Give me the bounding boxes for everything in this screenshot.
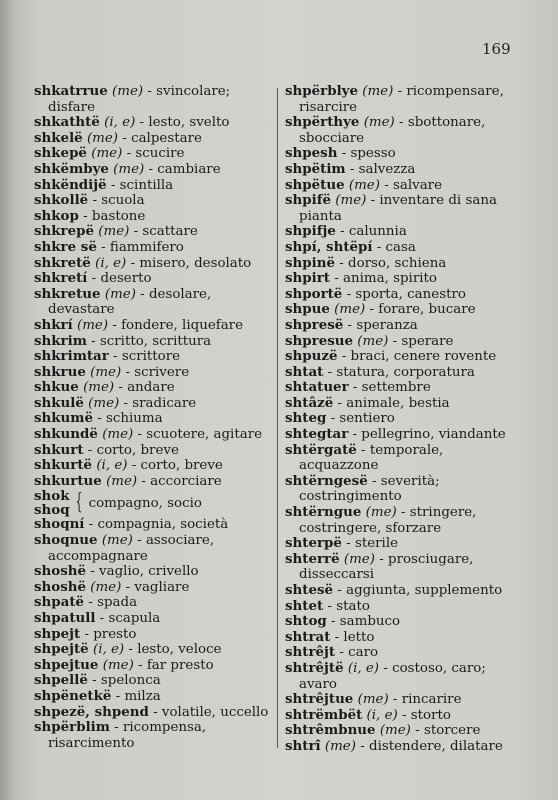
entry-grammar: (me) bbox=[101, 533, 133, 549]
entry-definition: - rincarire bbox=[388, 692, 462, 708]
entry-grammar: (i, e) bbox=[96, 458, 128, 474]
dictionary-entry bbox=[285, 552, 525, 583]
dictionary-entry bbox=[285, 224, 525, 240]
entry-headword: shkëmbye bbox=[34, 160, 109, 177]
entry-grammar: (i, e) bbox=[95, 255, 127, 271]
dictionary-entry bbox=[285, 349, 525, 365]
dictionary-entry bbox=[34, 84, 272, 115]
entry-grammar: (me) bbox=[365, 505, 397, 521]
entry-grammar: (me) bbox=[335, 193, 367, 209]
entry-grammar: (me) bbox=[334, 302, 366, 318]
entry-grammar: (me) bbox=[343, 551, 375, 567]
entry-grammar: (me) bbox=[362, 84, 394, 99]
entry-definition: - fondere, liquefare bbox=[108, 317, 244, 333]
dictionary-entry bbox=[34, 580, 272, 596]
entry-grammar: (me) bbox=[104, 286, 136, 302]
entry-grammar: (me) bbox=[83, 380, 115, 396]
entry-definition: - storcere bbox=[410, 723, 481, 739]
entry-headword: shpëtim bbox=[285, 160, 346, 177]
dictionary-entry bbox=[34, 193, 272, 209]
dictionary-entry bbox=[34, 533, 272, 564]
dictionary-entry bbox=[34, 443, 272, 459]
entry-grammar: (me) bbox=[76, 317, 109, 333]
entry-headword: shtrêmbnue bbox=[285, 722, 376, 739]
entry-headword: shkrue bbox=[34, 363, 86, 380]
dictionary-entry bbox=[34, 349, 272, 365]
entry-headword: shtrêjtue bbox=[285, 691, 354, 708]
entry-definition: - presto bbox=[80, 626, 137, 642]
entry-headword: shpejtue bbox=[34, 656, 99, 673]
entry-headword: shkurt bbox=[34, 441, 84, 458]
dictionary-entry bbox=[285, 146, 525, 162]
entry-headword: shpejtë bbox=[34, 641, 89, 658]
entry-headword: shkëndijë bbox=[34, 176, 107, 193]
entry-definition: - misero, desolato bbox=[126, 255, 252, 271]
dictionary-entry bbox=[34, 642, 272, 658]
entry-headword: shtërgatë bbox=[285, 441, 357, 458]
dictionary-entry bbox=[34, 689, 272, 705]
entry-headword: shpuzë bbox=[285, 348, 338, 365]
entry-headword: shtërngue bbox=[285, 504, 362, 521]
entry-definition: - far presto bbox=[133, 657, 214, 673]
entry-grammar: (me) bbox=[113, 161, 145, 177]
entry-definition: - andare bbox=[114, 380, 175, 396]
dictionary-entry bbox=[34, 224, 272, 240]
entry-definition: compagno, socio bbox=[88, 495, 202, 511]
entry-grammar: (me) bbox=[348, 177, 380, 193]
entry-definition: - spada bbox=[84, 595, 138, 611]
entry-headword: shkretí bbox=[34, 270, 88, 287]
dictionary-entry bbox=[34, 162, 272, 178]
entry-grammar: (me) bbox=[90, 579, 122, 595]
entry-grammar: (me) bbox=[379, 723, 411, 739]
dictionary-entry bbox=[285, 162, 525, 178]
entry-grammar: (i, e) bbox=[366, 707, 398, 723]
entry-headword: shoqnue bbox=[34, 532, 98, 549]
entry-definition: - forare, bucare bbox=[365, 302, 476, 318]
entry-headword: shpresë bbox=[285, 316, 344, 333]
dictionary-entry bbox=[34, 658, 272, 674]
entry-headword: shtegtar bbox=[285, 426, 349, 443]
dictionary-entry bbox=[285, 614, 525, 630]
entry-grammar: (me) bbox=[357, 692, 389, 708]
dictionary-entry bbox=[285, 474, 525, 505]
dictionary-entry bbox=[285, 365, 525, 381]
entry-definition: - corto, breve bbox=[127, 458, 223, 474]
entry-grammar: (me) bbox=[363, 115, 395, 131]
entry-headword: shpëtue bbox=[285, 176, 345, 193]
entry-definition: - pellegrino, viandante bbox=[348, 427, 506, 443]
entry-definition: - scuotere, agitare bbox=[133, 427, 263, 443]
entry-definition: - sterile bbox=[341, 536, 399, 552]
left-column bbox=[34, 84, 272, 751]
entry-grammar: (i, e) bbox=[92, 642, 125, 658]
entry-definition: - sradicare bbox=[119, 395, 197, 411]
grouped-headwords bbox=[34, 489, 70, 517]
entry-headword: shkop bbox=[34, 207, 79, 224]
entry-definition: - severità; costringimento bbox=[299, 473, 440, 505]
entry-headword: shpërblim bbox=[34, 719, 110, 736]
entry-headword: shkepë bbox=[34, 145, 87, 162]
dictionary-entry bbox=[34, 287, 272, 318]
entry-definition: - accorciare bbox=[137, 473, 222, 489]
dictionary-entry bbox=[34, 705, 272, 721]
dictionary-entry bbox=[285, 287, 525, 303]
entry-definition: - deserto bbox=[87, 271, 152, 287]
entry-headword: shpifë bbox=[285, 192, 332, 209]
entry-definition: - costoso, caro; avaro bbox=[299, 660, 486, 692]
dictionary-entry bbox=[285, 692, 525, 708]
entry-definition: - inventare di sana pianta bbox=[299, 193, 497, 224]
entry-grammar: (me) bbox=[88, 395, 120, 411]
entry-grammar: (me) bbox=[112, 84, 144, 99]
entry-definition: - corto, breve bbox=[83, 442, 179, 458]
entry-definition: - cambiare bbox=[144, 161, 221, 177]
entry-definition: - distendere, dilatare bbox=[355, 738, 503, 754]
entry-grammar: (me) bbox=[357, 333, 389, 349]
entry-headword: shkurtue bbox=[34, 472, 102, 489]
entry-headword: shpí, shtëpí bbox=[285, 238, 373, 255]
entry-definition: - spesso bbox=[337, 146, 396, 162]
entry-grammar: (i, e) bbox=[347, 660, 380, 676]
dictionary-entry bbox=[285, 536, 525, 552]
dictionary-entry bbox=[285, 334, 525, 350]
entry-headword: shtrêjt bbox=[285, 644, 336, 661]
dictionary-entry bbox=[285, 380, 525, 396]
entry-definition: - fiammifero bbox=[96, 239, 184, 255]
entry-headword: shportë bbox=[285, 285, 343, 302]
entry-grammar: (me) bbox=[98, 224, 130, 240]
entry-definition: - ricompensa, risarcimento bbox=[48, 720, 207, 751]
right-column bbox=[285, 84, 525, 755]
entry-headword: shtrat bbox=[285, 628, 331, 645]
dictionary-entry bbox=[34, 673, 272, 689]
dictionary-entry bbox=[285, 302, 525, 318]
dictionary-entry bbox=[34, 564, 272, 580]
entry-headword: shpesh bbox=[285, 145, 338, 162]
dictionary-entry bbox=[285, 708, 525, 724]
entry-definition: - compagnia, società bbox=[84, 517, 229, 533]
dictionary-entry bbox=[285, 739, 525, 755]
entry-definition: - stringere, costringere, sforzare bbox=[299, 505, 477, 536]
entry-grammar: (me) bbox=[102, 427, 134, 443]
entry-headword: shtrêjtë bbox=[285, 659, 344, 676]
entry-headword: shpinë bbox=[285, 254, 335, 271]
entry-definition: - scucire bbox=[122, 146, 185, 162]
entry-definition: - schiuma bbox=[92, 411, 163, 427]
dictionary-entry bbox=[34, 365, 272, 381]
entry-headword: shkulë bbox=[34, 394, 84, 411]
dictionary-entry bbox=[285, 396, 525, 412]
entry-headword: shkumë bbox=[34, 410, 93, 427]
entry-definition: - milza bbox=[111, 688, 161, 704]
entry-headword: shoshë bbox=[34, 578, 86, 595]
dictionary-entry bbox=[285, 256, 525, 272]
entry-headword: shpatë bbox=[34, 594, 85, 611]
entry-definition: - animale, bestia bbox=[333, 395, 450, 411]
entry-grammar: (me) bbox=[324, 738, 356, 754]
dictionary-entry bbox=[285, 443, 525, 474]
entry-definition: - storto bbox=[397, 707, 451, 723]
dictionary-entry bbox=[285, 661, 525, 692]
entry-headword: shpejt bbox=[34, 625, 81, 642]
entry-headword: shterpë bbox=[285, 535, 342, 552]
dictionary-entry bbox=[34, 271, 272, 287]
dictionary-entry bbox=[34, 334, 272, 350]
entry-definition: - scapula bbox=[95, 611, 161, 626]
entry-definition: - lesto, veloce bbox=[124, 642, 222, 658]
entry-definition: - dorso, schiena bbox=[334, 255, 447, 271]
entry-headword: shok bbox=[34, 488, 70, 505]
entry-definition: - braci, cenere rovente bbox=[337, 349, 497, 365]
dictionary-entry bbox=[34, 318, 272, 334]
entry-definition: - scintilla bbox=[106, 177, 174, 193]
dictionary-entry bbox=[34, 380, 272, 396]
column-divider bbox=[277, 88, 278, 748]
entry-definition: - salvezza bbox=[345, 161, 416, 177]
entry-definition: - lesto, svelto bbox=[135, 115, 230, 131]
entry-headword: shkelë bbox=[34, 129, 83, 146]
brace-glyph: { bbox=[75, 490, 83, 516]
dictionary-entry bbox=[285, 84, 525, 115]
entry-headword: shkatrrue bbox=[34, 83, 108, 99]
dictionary-entry bbox=[285, 193, 525, 224]
entry-headword: shtrî bbox=[285, 737, 321, 754]
entry-grammar: (me) bbox=[102, 657, 134, 673]
entry-headword: shpifje bbox=[285, 223, 336, 240]
entry-definition: - calunnia bbox=[335, 224, 407, 240]
entry-headword: shoqní bbox=[34, 516, 85, 533]
entry-headword: shtat bbox=[285, 363, 324, 380]
dictionary-entry bbox=[285, 645, 525, 661]
dictionary-entry bbox=[34, 396, 272, 412]
dictionary-entry bbox=[285, 599, 525, 615]
entry-definition: - anima, spirito bbox=[329, 271, 437, 287]
entry-definition: - scritto, scrittura bbox=[86, 333, 212, 349]
entry-grammar: (me) bbox=[106, 473, 138, 489]
entry-headword: shpue bbox=[285, 301, 330, 318]
entry-definition: - temporale, acquazzone bbox=[299, 442, 444, 474]
entry-definition: - speranza bbox=[343, 317, 418, 333]
entry-headword: shkurtë bbox=[34, 457, 93, 474]
entry-definition: - caro bbox=[335, 645, 379, 661]
entry-grammar: (i, e) bbox=[104, 115, 136, 131]
entry-headword: shpërthye bbox=[285, 114, 360, 131]
entry-headword: shpresue bbox=[285, 332, 354, 349]
entry-headword: shpërblye bbox=[285, 83, 358, 99]
entry-definition: - scattare bbox=[129, 224, 198, 240]
entry-headword: shkrim bbox=[34, 332, 87, 349]
entry-definition: - prosciugare, disseccarsi bbox=[299, 551, 474, 583]
entry-definition: - stato bbox=[323, 598, 370, 614]
entry-definition: - spelonca bbox=[87, 673, 161, 689]
dictionary-entry bbox=[285, 630, 525, 646]
entry-definition: - svincolare; disfare bbox=[48, 84, 231, 115]
dictionary-entry bbox=[285, 723, 525, 739]
entry-definition: - statura, corporatura bbox=[323, 364, 475, 380]
entry-definition: - ricompensare, risarcire bbox=[299, 84, 504, 115]
dictionary-entry bbox=[34, 489, 272, 517]
page-number: 169 bbox=[482, 40, 511, 58]
entry-definition: - volatile, uccello bbox=[148, 704, 269, 720]
entry-headword: shkrepë bbox=[34, 223, 95, 240]
dictionary-entry bbox=[285, 411, 525, 427]
entry-grammar: (me) bbox=[91, 146, 123, 162]
entry-headword: shtog bbox=[285, 613, 327, 630]
entry-headword: shtet bbox=[285, 597, 324, 614]
entry-definition: - calpestare bbox=[118, 130, 202, 146]
entry-headword: shpirt bbox=[285, 270, 330, 287]
dictionary-entry bbox=[34, 131, 272, 147]
entry-headword: shkretue bbox=[34, 285, 101, 302]
entry-definition: - associare, accompagnare bbox=[48, 533, 215, 564]
entry-headword: shtërngesë bbox=[285, 472, 368, 489]
entry-definition: - sporta, canestro bbox=[342, 286, 466, 302]
dictionary-entry bbox=[285, 115, 525, 146]
entry-headword: shkue bbox=[34, 379, 79, 396]
entry-headword: shteg bbox=[285, 410, 327, 427]
dictionary-entry bbox=[34, 115, 272, 131]
entry-definition: - letto bbox=[330, 629, 375, 645]
entry-headword: shtesë bbox=[285, 582, 334, 598]
dictionary-entry bbox=[285, 178, 525, 194]
dictionary-entry bbox=[34, 595, 272, 611]
entry-headword: shpezë, shpend bbox=[34, 703, 149, 720]
entry-definition: - sentiero bbox=[326, 411, 395, 427]
entry-headword: shtâzë bbox=[285, 394, 334, 411]
entry-definition: - sbottonare, sbocciare bbox=[299, 115, 486, 146]
entry-definition: - vagliare bbox=[121, 579, 190, 595]
entry-headword: shkrimtar bbox=[34, 348, 109, 365]
entry-headword: shkre së bbox=[34, 238, 97, 255]
dictionary-entry bbox=[285, 318, 525, 334]
dictionary-entry bbox=[34, 256, 272, 272]
dictionary-entry bbox=[34, 146, 272, 162]
entry-definition: - aggiunta, supplemento bbox=[333, 583, 503, 598]
entry-headword: shkathtë bbox=[34, 114, 100, 131]
entry-headword: shkollë bbox=[34, 192, 89, 209]
entry-headword: shkrí bbox=[34, 316, 73, 333]
entry-definition: - vaglio, crivello bbox=[86, 564, 199, 580]
entry-headword: shoshë bbox=[34, 563, 86, 580]
dictionary-entry bbox=[34, 517, 272, 533]
dictionary-entry bbox=[34, 178, 272, 194]
entry-grammar: (me) bbox=[90, 364, 122, 380]
entry-headword: shpatull bbox=[34, 610, 96, 626]
dictionary-entry bbox=[34, 474, 272, 490]
entry-definition: - bastone bbox=[78, 208, 146, 224]
entry-definition: - sambuco bbox=[326, 614, 401, 630]
entry-headword: shpellë bbox=[34, 672, 88, 689]
dictionary-entry bbox=[34, 209, 272, 225]
dictionary-entry bbox=[285, 427, 525, 443]
entry-definition: - salvare bbox=[379, 177, 443, 193]
entry-definition: - scrivere bbox=[121, 364, 190, 380]
entry-headword: shtrëmbët bbox=[285, 706, 363, 723]
entry-headword: shkretë bbox=[34, 254, 91, 271]
entry-headword: shkundë bbox=[34, 426, 98, 443]
dictionary-entry bbox=[34, 240, 272, 256]
dictionary-entry bbox=[34, 627, 272, 643]
entry-definition: - casa bbox=[372, 239, 416, 255]
entry-definition: - scuola bbox=[88, 193, 145, 209]
dictionary-entry bbox=[285, 505, 525, 536]
entry-headword: shpënetkë bbox=[34, 687, 112, 704]
dictionary-entry bbox=[34, 411, 272, 427]
entry-definition: - desolare, devastare bbox=[48, 286, 212, 318]
dictionary-entry bbox=[34, 611, 272, 627]
entry-definition: - scrittore bbox=[108, 349, 181, 365]
dictionary-entry bbox=[34, 427, 272, 443]
dictionary-entry bbox=[285, 583, 525, 599]
entry-definition: - settembre bbox=[348, 380, 431, 396]
entry-headword: shterrë bbox=[285, 550, 340, 567]
dictionary-entry bbox=[34, 458, 272, 474]
dictionary-entry bbox=[285, 240, 525, 256]
entry-definition: - sperare bbox=[388, 333, 454, 349]
entry-grammar: (me) bbox=[86, 130, 119, 146]
dictionary-entry bbox=[285, 271, 525, 287]
entry-headword: shtatuer bbox=[285, 379, 349, 396]
dictionary-entry bbox=[34, 720, 272, 751]
entry-headword: shoq bbox=[34, 502, 70, 519]
